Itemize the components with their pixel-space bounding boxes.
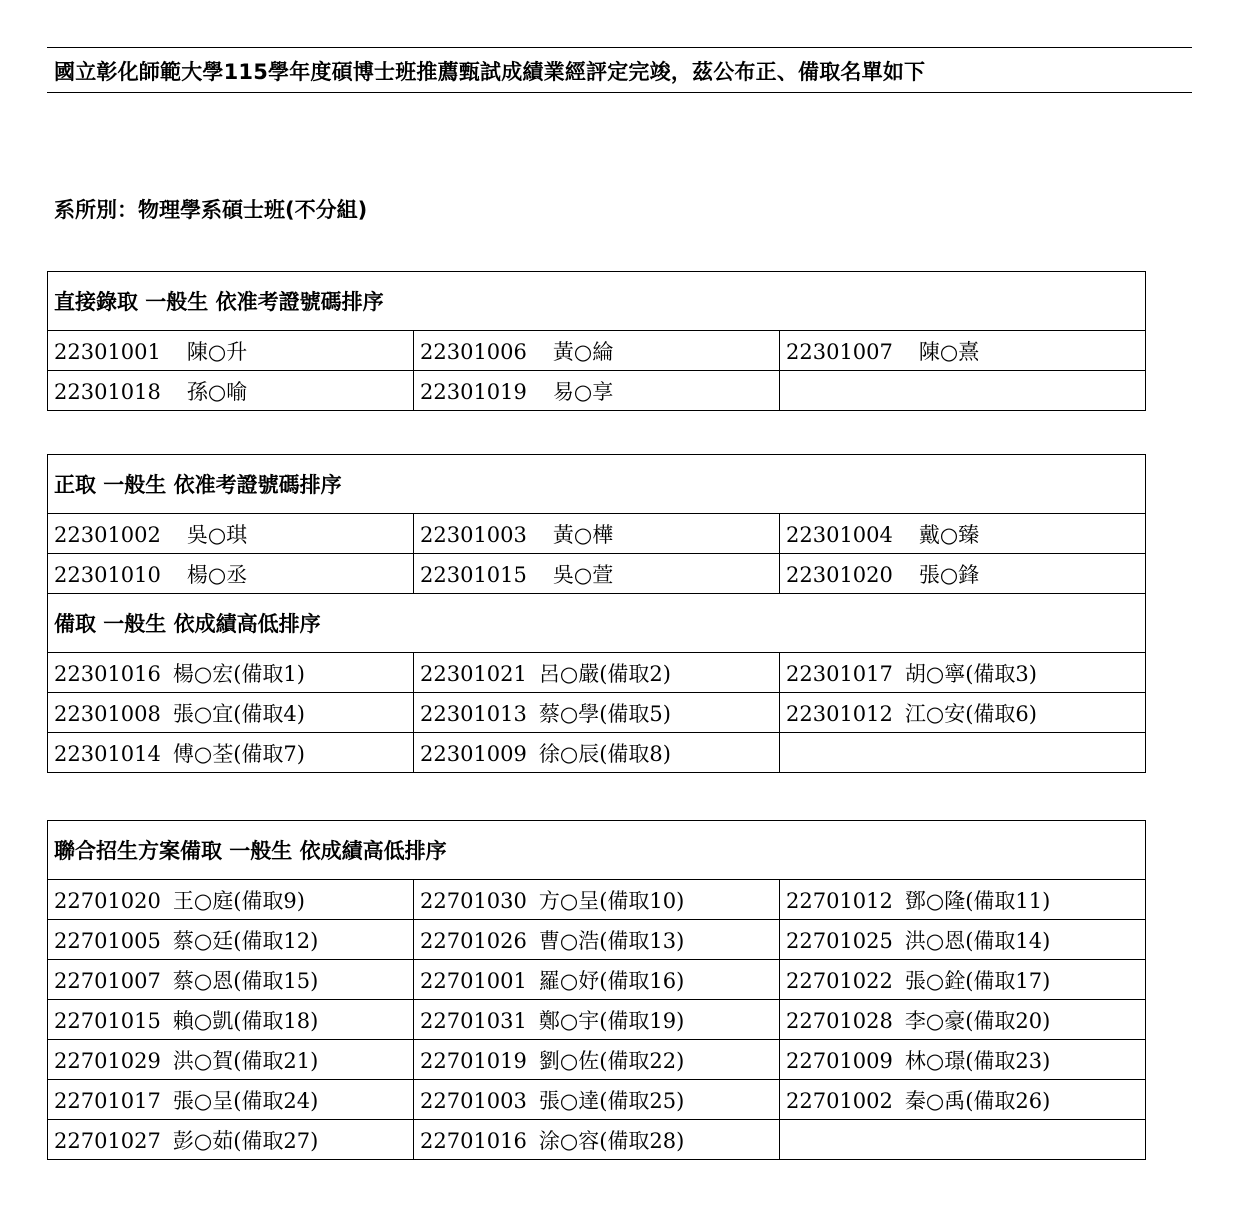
candidate-name: 戴○臻 <box>918 522 980 547</box>
candidate-name: 張○銓(備取17) <box>904 968 1051 993</box>
exam-number: 22301016 <box>54 661 161 686</box>
candidate-name: 羅○妤(備取16) <box>538 968 685 993</box>
exam-number: 22701003 <box>420 1088 527 1113</box>
section-heading-row <box>48 455 1146 514</box>
candidate-cell <box>414 960 780 1000</box>
exam-number: 22301003 <box>420 522 527 547</box>
exam-number: 22301004 <box>786 522 893 547</box>
exam-number: 22701017 <box>54 1088 161 1113</box>
candidate-cell <box>414 331 780 371</box>
candidate-cell <box>48 1000 414 1040</box>
exam-number: 22701025 <box>786 928 893 953</box>
candidate-name: 黃○綸 <box>552 339 614 364</box>
candidate-cell <box>48 733 414 773</box>
candidate-name: 洪○賀(備取21) <box>172 1048 319 1073</box>
exam-number: 22701012 <box>786 888 893 913</box>
candidate-cell <box>780 960 1146 1000</box>
exam-number: 22701022 <box>786 968 893 993</box>
section-heading-row <box>48 821 1146 880</box>
table-row <box>48 331 1146 371</box>
candidate-cell <box>48 1080 414 1120</box>
exam-number: 22301006 <box>420 339 527 364</box>
candidate-name: 蔡○廷(備取12) <box>172 928 319 953</box>
candidate-name: 王○庭(備取9) <box>172 888 305 913</box>
table-row <box>48 1120 1146 1160</box>
joint-waitlist-table <box>47 820 1146 1160</box>
candidate-cell <box>48 880 414 920</box>
candidate-name: 鄧○隆(備取11) <box>904 888 1051 913</box>
candidate-cell <box>780 920 1146 960</box>
exam-number: 22701031 <box>420 1008 527 1033</box>
candidate-name: 蔡○學(備取5) <box>538 701 671 726</box>
exam-number: 22301015 <box>420 562 527 587</box>
exam-number: 22301009 <box>420 741 527 766</box>
candidate-name: 曹○浩(備取13) <box>538 928 685 953</box>
candidate-cell <box>48 554 414 594</box>
exam-number: 22701007 <box>54 968 161 993</box>
exam-number: 22301019 <box>420 379 527 404</box>
exam-number: 22301002 <box>54 522 161 547</box>
section-heading-row <box>48 272 1146 331</box>
candidate-cell <box>780 880 1146 920</box>
candidate-name: 涂○容(備取28) <box>538 1128 685 1153</box>
candidate-cell <box>48 514 414 554</box>
candidate-name: 江○安(備取6) <box>904 701 1037 726</box>
exam-number: 22301014 <box>54 741 161 766</box>
table-row <box>48 880 1146 920</box>
table-row <box>48 1040 1146 1080</box>
candidate-name: 張○達(備取25) <box>538 1088 685 1113</box>
candidate-name: 洪○恩(備取14) <box>904 928 1051 953</box>
table-row <box>48 693 1146 733</box>
table-row <box>48 960 1146 1000</box>
candidate-name: 方○呈(備取10) <box>538 888 685 913</box>
joint-waitlist-heading: 聯合招生方案備取 一般生 依成績高低排序 <box>48 821 1146 880</box>
candidate-name: 吳○萱 <box>552 562 614 587</box>
candidate-cell <box>48 693 414 733</box>
exam-number: 22701002 <box>786 1088 893 1113</box>
table-row <box>48 1000 1146 1040</box>
candidate-cell <box>48 1120 414 1160</box>
candidate-cell <box>414 1120 780 1160</box>
exam-number: 22301017 <box>786 661 893 686</box>
exam-number: 22701020 <box>54 888 161 913</box>
candidate-name: 劉○佐(備取22) <box>538 1048 685 1073</box>
candidate-name: 鄭○宇(備取19) <box>538 1008 685 1033</box>
candidate-cell <box>48 1040 414 1080</box>
section-heading-row <box>48 594 1146 653</box>
candidate-name: 蔡○恩(備取15) <box>172 968 319 993</box>
exam-number: 22301012 <box>786 701 893 726</box>
candidate-cell <box>780 1040 1146 1080</box>
exam-number: 22701030 <box>420 888 527 913</box>
direct-admission-heading: 直接錄取 一般生 依准考證號碼排序 <box>48 272 1146 331</box>
table-row <box>48 371 1146 411</box>
exam-number: 22301021 <box>420 661 527 686</box>
candidate-name: 楊○宏(備取1) <box>172 661 305 686</box>
candidate-name: 易○享 <box>552 379 614 404</box>
empty-cell <box>780 733 1146 773</box>
empty-cell <box>780 1120 1146 1160</box>
waitlist-heading: 備取 一般生 依成績高低排序 <box>48 594 1146 653</box>
candidate-name: 胡○寧(備取3) <box>904 661 1037 686</box>
candidate-name: 賴○凱(備取18) <box>172 1008 319 1033</box>
candidate-cell <box>414 733 780 773</box>
exam-number: 22301007 <box>786 339 893 364</box>
exam-number: 22301020 <box>786 562 893 587</box>
candidate-cell <box>414 1040 780 1080</box>
table-row <box>48 1080 1146 1120</box>
exam-number: 22701015 <box>54 1008 161 1033</box>
candidate-name: 傅○荃(備取7) <box>172 741 305 766</box>
regular-admission-heading: 正取 一般生 依准考證號碼排序 <box>48 455 1146 514</box>
candidate-cell <box>780 693 1146 733</box>
exam-number: 22701001 <box>420 968 527 993</box>
table-row <box>48 554 1146 594</box>
candidate-name: 孫○喻 <box>186 379 248 404</box>
exam-number: 22701028 <box>786 1008 893 1033</box>
exam-number: 22701026 <box>420 928 527 953</box>
candidate-cell <box>780 653 1146 693</box>
exam-number: 22301013 <box>420 701 527 726</box>
candidate-name: 張○鋒 <box>918 562 980 587</box>
table-row <box>48 514 1146 554</box>
announcement-title-bar <box>47 47 1192 93</box>
candidate-name: 呂○嚴(備取2) <box>538 661 671 686</box>
candidate-cell <box>780 554 1146 594</box>
candidate-name: 秦○禹(備取26) <box>904 1088 1051 1113</box>
candidate-cell <box>48 960 414 1000</box>
table-row <box>48 733 1146 773</box>
candidate-name: 李○豪(備取20) <box>904 1008 1051 1033</box>
candidate-cell <box>414 693 780 733</box>
candidate-cell <box>48 920 414 960</box>
candidate-name: 楊○丞 <box>186 562 248 587</box>
exam-number: 22701029 <box>54 1048 161 1073</box>
exam-number: 22301018 <box>54 379 161 404</box>
candidate-cell <box>414 653 780 693</box>
candidate-name: 林○璟(備取23) <box>904 1048 1051 1073</box>
exam-number: 22701005 <box>54 928 161 953</box>
candidate-cell <box>414 554 780 594</box>
candidate-cell <box>780 331 1146 371</box>
candidate-cell <box>780 1000 1146 1040</box>
exam-number: 22301008 <box>54 701 161 726</box>
candidate-name: 徐○辰(備取8) <box>538 741 671 766</box>
table-row <box>48 653 1146 693</box>
candidate-cell <box>414 920 780 960</box>
candidate-name: 黃○樺 <box>552 522 614 547</box>
department-label: 系所別：物理學系碩士班(不分組) <box>54 198 368 222</box>
direct-admission-table <box>47 271 1146 411</box>
candidate-cell <box>48 653 414 693</box>
exam-number: 22301001 <box>54 339 161 364</box>
empty-cell <box>780 371 1146 411</box>
candidate-cell <box>414 880 780 920</box>
candidate-name: 吳○琪 <box>186 522 248 547</box>
candidate-name: 張○呈(備取24) <box>172 1088 319 1113</box>
candidate-cell <box>780 514 1146 554</box>
candidate-cell <box>780 1080 1146 1120</box>
exam-number: 22301010 <box>54 562 161 587</box>
candidate-cell <box>414 1000 780 1040</box>
exam-number: 22701027 <box>54 1128 161 1153</box>
exam-number: 22701009 <box>786 1048 893 1073</box>
exam-number: 22701019 <box>420 1048 527 1073</box>
regular-admission-table <box>47 454 1146 773</box>
candidate-name: 彭○茹(備取27) <box>172 1128 319 1153</box>
table-row <box>48 920 1146 960</box>
candidate-name: 張○宜(備取4) <box>172 701 305 726</box>
candidate-cell <box>48 331 414 371</box>
announcement-title: 國立彰化師範大學115學年度碩博士班推薦甄試成績業經評定完竣，茲公布正、備取名單如下 <box>54 60 926 84</box>
candidate-name: 陳○熹 <box>918 339 980 364</box>
candidate-cell <box>48 371 414 411</box>
candidate-cell <box>414 371 780 411</box>
candidate-cell <box>414 514 780 554</box>
candidate-cell <box>414 1080 780 1120</box>
exam-number: 22701016 <box>420 1128 527 1153</box>
candidate-name: 陳○升 <box>186 339 248 364</box>
